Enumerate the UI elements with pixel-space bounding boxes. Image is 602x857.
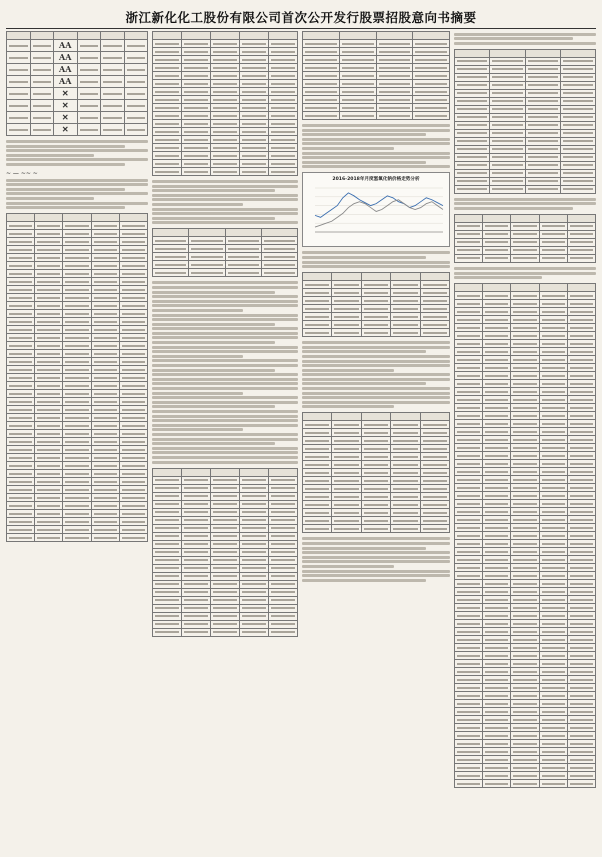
- trademark-logo: ✕: [61, 112, 69, 122]
- document-title: 浙江新化化工股份有限公司首次公开发行股票招股意向书摘要: [125, 10, 477, 25]
- chart-grid: [315, 188, 443, 232]
- body-text: [302, 537, 450, 581]
- customer-sales-table: [454, 49, 596, 194]
- financial-table: [152, 468, 298, 637]
- trademark-logo: ✕: [61, 124, 69, 134]
- column-1: [6, 31, 148, 546]
- body-text: [302, 341, 450, 408]
- title-rule: [6, 28, 596, 29]
- trademark-table: [6, 31, 148, 136]
- related-party-table: [454, 283, 596, 788]
- sales-table: [302, 272, 450, 337]
- trademark-logo: ✕: [61, 100, 69, 110]
- price-chart: [302, 172, 450, 247]
- body-text: [454, 267, 596, 279]
- trademark-logo: ✕: [61, 88, 69, 98]
- body-text: [6, 179, 148, 210]
- product-table: [152, 31, 298, 176]
- body-text: [454, 198, 596, 210]
- body-text: [6, 140, 148, 166]
- capacity-table: [302, 31, 450, 120]
- column-3: [302, 31, 450, 586]
- patent-table: [6, 213, 148, 542]
- raw-material-table: [454, 214, 596, 263]
- body-text: [302, 124, 450, 168]
- trademark-logo: AA: [59, 40, 72, 50]
- supplier-table: [302, 412, 450, 533]
- column-4: [454, 31, 596, 792]
- trademark-logo: AA: [59, 76, 72, 86]
- column-2: [152, 31, 298, 641]
- chart-title: 2016-2018年月度氢氧化钠价格走势分析: [332, 177, 420, 183]
- price-line-chart: [305, 184, 447, 240]
- body-text: [152, 180, 298, 224]
- handwritten-signature: ~ — ~~ ~: [6, 169, 38, 177]
- body-text: [152, 281, 298, 463]
- customer-table: [152, 228, 298, 277]
- trademark-logo: AA: [59, 64, 72, 74]
- body-text: [302, 251, 450, 268]
- trademark-logo: AA: [59, 52, 72, 62]
- chart-lines: [315, 193, 443, 227]
- body-text: [454, 33, 596, 45]
